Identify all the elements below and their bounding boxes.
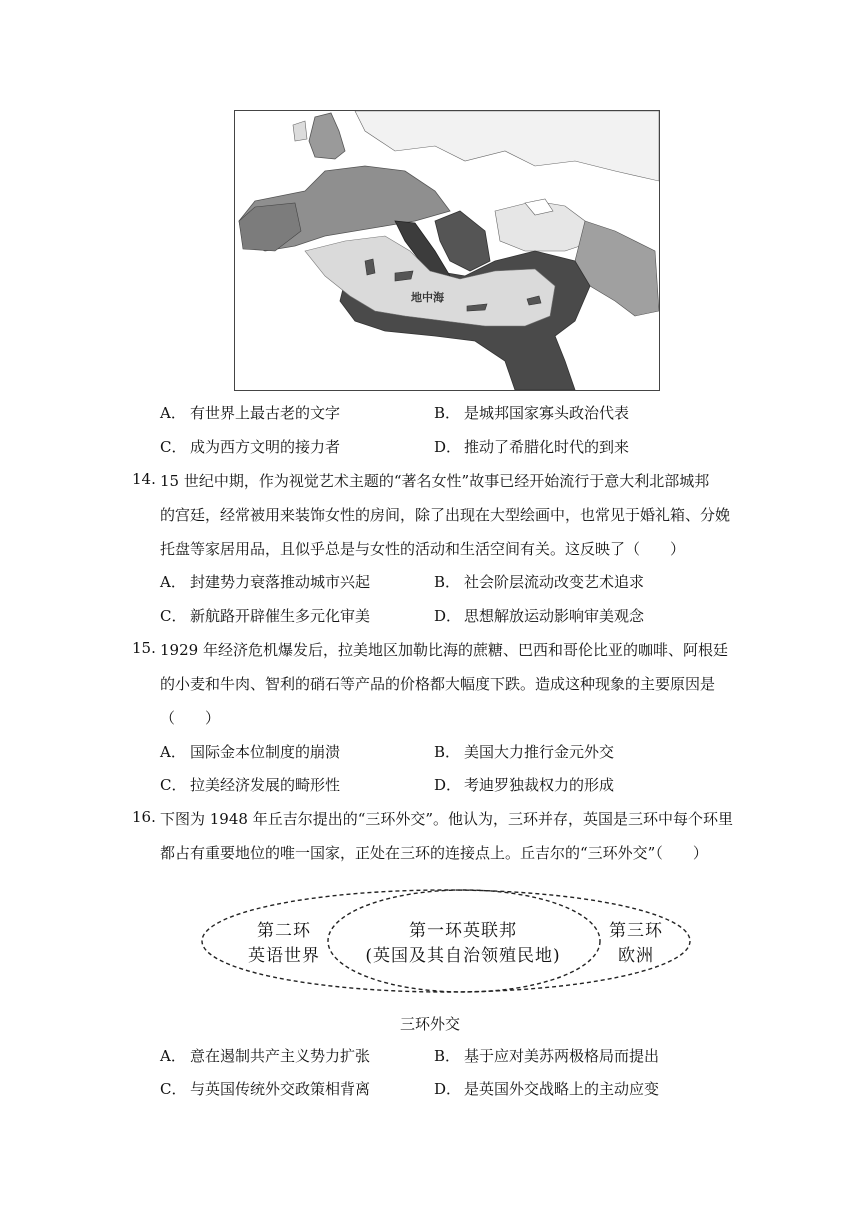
ring-1-label: 第一环英联邦 (英国及其自治领殖民地): [365, 921, 561, 966]
q13-option-a[interactable]: A． 有世界上最古老的文字: [160, 404, 341, 422]
q15-option-a[interactable]: A． 国际金本位制度的崩溃: [160, 743, 341, 761]
q13-option-d[interactable]: D． 推动了希腊化时代的到来: [434, 438, 630, 456]
question-text-line: 1929 年经济危机爆发后，拉美地区加勒比海的蔗糖、巴西和哥伦比亚的咖啡、阿根廷: [160, 641, 728, 659]
q14-option-c[interactable]: C． 新航路开辟催生多元化审美: [160, 607, 371, 625]
question-16: [132, 808, 742, 868]
q13-option-c[interactable]: C． 成为西方文明的接力者: [160, 438, 341, 456]
q14-option-d[interactable]: D． 思想解放运动影响审美观念: [434, 607, 645, 625]
map-graphic: [235, 111, 659, 390]
three-rings-diagram: [198, 886, 694, 996]
ring-2-label: 第二环 英语世界: [248, 921, 320, 966]
q16-options-row-1: [160, 1044, 720, 1068]
q16-option-b[interactable]: B． 基于应对美苏两极格局而提出: [434, 1047, 660, 1065]
q14-options-row-1: [160, 570, 720, 594]
roman-empire-map: [234, 110, 660, 391]
question-text-line: 都占有重要地位的唯一国家，正处在三环的连接点上。丘吉尔的“三环外交”（ ）: [160, 844, 708, 862]
question-number: 16.: [132, 808, 156, 826]
q16-option-c[interactable]: C． 与英国传统外交政策相背离: [160, 1080, 371, 1098]
q13-options-row-2: [160, 435, 720, 459]
q16-option-d[interactable]: D． 是英国外交战略上的主动应变: [434, 1080, 660, 1098]
q16-option-a[interactable]: A． 意在遏制共产主义势力扩张: [160, 1047, 371, 1065]
q13-options-row-1: [160, 401, 720, 425]
question-text-line: 15 世纪中期，作为视觉艺术主题的“著名女性”故事已经开始流行于意大利北部城邦: [160, 472, 710, 490]
q13-option-b[interactable]: B． 是城邦国家寡头政治代表: [434, 404, 630, 422]
q15-option-d[interactable]: D． 考迪罗独裁权力的形成: [434, 776, 615, 794]
question-15: [132, 639, 742, 739]
question-number: 14.: [132, 470, 156, 488]
question-text-line: （ ）: [160, 709, 221, 727]
q15-options-row-1: [160, 740, 720, 764]
q14-options-row-2: [160, 604, 720, 628]
q15-option-b[interactable]: B． 美国大力推行金元外交: [434, 743, 615, 761]
q14-option-b[interactable]: B． 社会阶层流动改变艺术追求: [434, 573, 645, 591]
q15-options-row-2: [160, 773, 720, 797]
ring-3-label: 第三环 欧洲: [609, 921, 663, 966]
map-label-mediterranean: 地中海: [411, 291, 444, 304]
question-text-line: 的小麦和牛肉、智利的硝石等产品的价格都大幅度下跌。造成这种现象的主要原因是: [160, 675, 716, 693]
question-text-line: 托盘等家居用品，且似乎总是与女性的活动和生活空间有关。这反映了（ ）: [160, 540, 686, 558]
question-text-line: 下图为 1948 年丘吉尔提出的“三环外交”。他认为，三环并存，英国是三环中每个环里: [160, 810, 734, 828]
figure-caption: 三环外交: [399, 1015, 460, 1033]
q15-option-c[interactable]: C． 拉美经济发展的畸形性: [160, 776, 341, 794]
question-number: 15.: [132, 639, 156, 657]
q16-options-row-2: [160, 1077, 720, 1101]
question-text-line: 的宫廷，经常被用来装饰女性的房间，除了出现在大型绘画中，也常见于婚礼箱、分娩: [160, 506, 731, 524]
question-14: [132, 470, 742, 570]
q14-option-a[interactable]: A． 封建势力衰落推动城市兴起: [160, 573, 371, 591]
